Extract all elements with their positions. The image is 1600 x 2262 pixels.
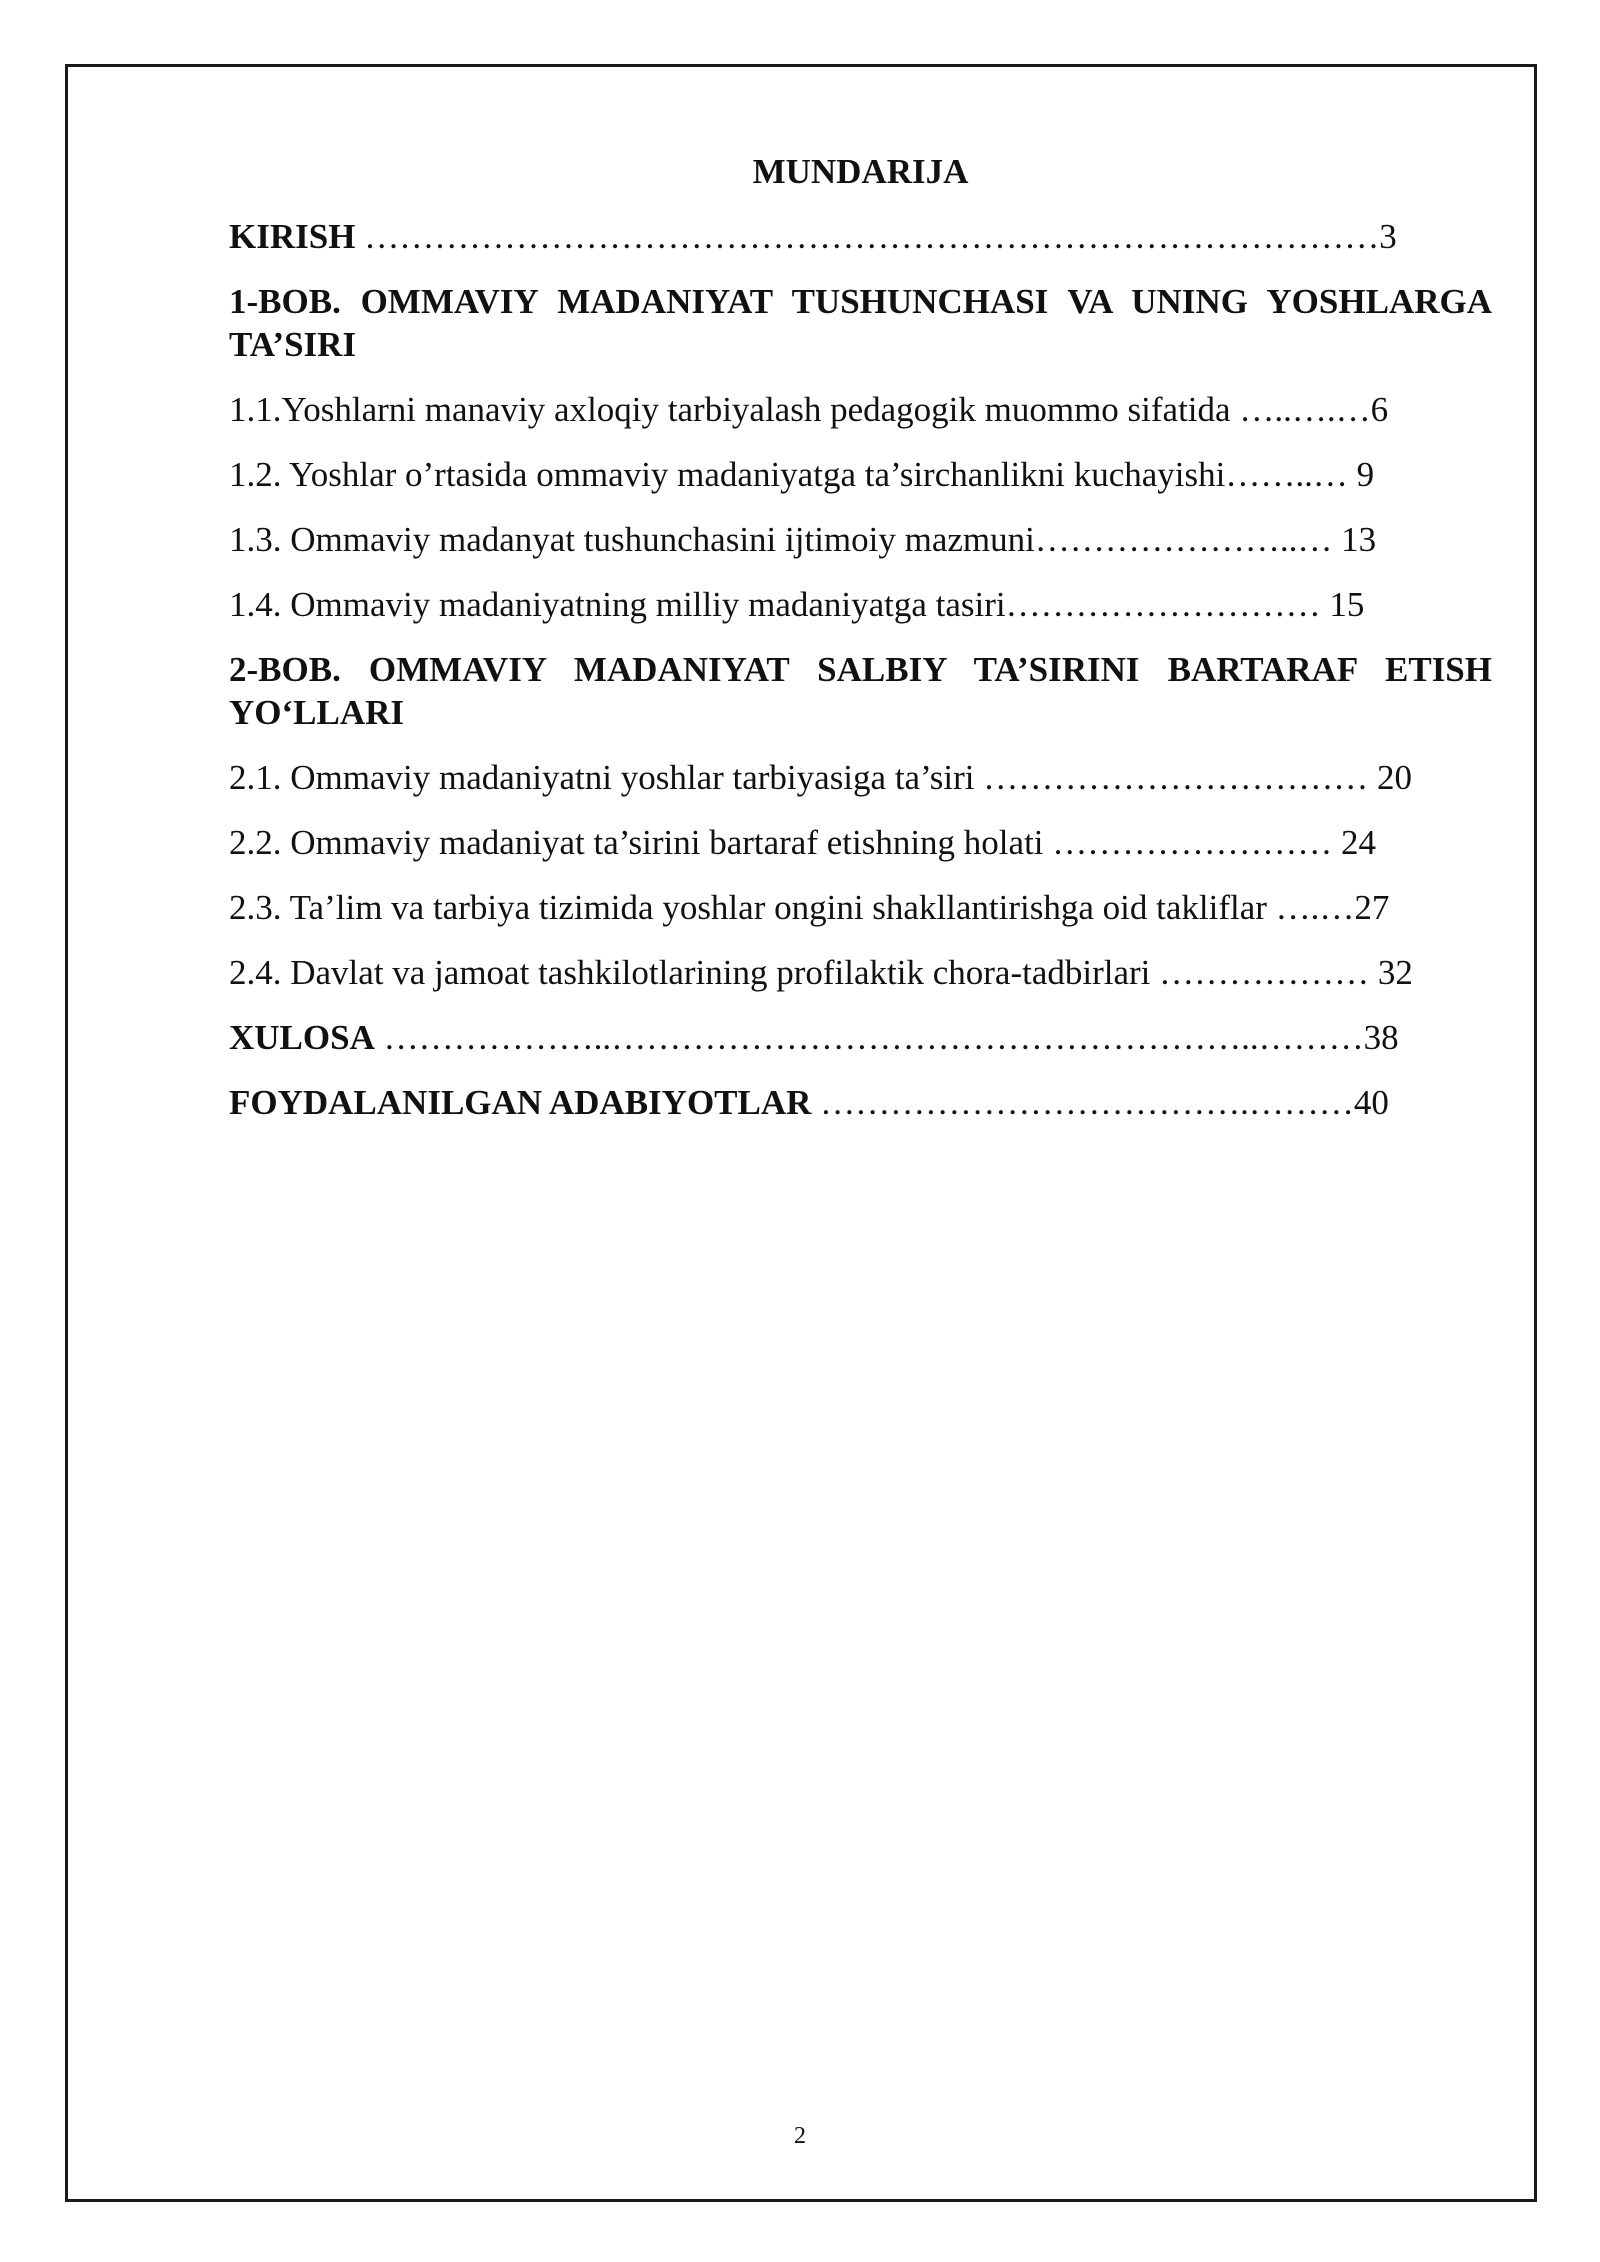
leader-dots: ………………………: [1005, 585, 1330, 624]
leader-dots: …………………..…: [1034, 520, 1342, 559]
leader-dots: ……………………………………………………………………………: [355, 217, 1380, 256]
toc-page-number: 6: [1370, 390, 1389, 429]
toc-entry-label: 1.3. Ommaviy madanyat tushunchasini ijtimoiy mazmuni: [229, 520, 1035, 559]
toc-entry-2-3[interactable]: [229, 886, 1492, 929]
toc-entry-label: 1.1.Yoshlarni manaviy axloqiy tarbiyalash pedagogik muommo sifatida: [229, 390, 1231, 429]
toc-title: MUNDARIJA: [752, 152, 969, 191]
toc-entry-1-2[interactable]: [229, 453, 1492, 496]
toc-entry-xulosa[interactable]: [229, 1016, 1492, 1059]
toc-page-number: 27: [1354, 888, 1390, 927]
toc-entry-2-2[interactable]: [229, 821, 1492, 864]
toc-entry-adabiyotlar[interactable]: [229, 1081, 1492, 1124]
toc-entry-label: KIRISH: [229, 217, 356, 256]
toc-entry-1-4[interactable]: [229, 583, 1492, 626]
leader-dots: ….…: [1266, 888, 1355, 927]
toc-entry-label: 2.2. Ommaviy madaniyat ta’sirini bartaraf etishning holati: [229, 823, 1044, 862]
toc-page-number: 3: [1379, 217, 1397, 256]
toc-entry-2-1[interactable]: [229, 756, 1492, 799]
toc-page-number: 24: [1341, 823, 1377, 862]
toc-entry-label: 2.1. Ommaviy madaniyatni yoshlar tarbiyasiga ta’siri: [229, 758, 975, 797]
toc-entry-label: 1.2. Yoshlar o’rtasida ommaviy madaniyatga ta’sirchanlikni kuchayishi: [229, 455, 1226, 494]
toc-chapter-2[interactable]: [229, 648, 1492, 734]
toc-page-number: 20: [1377, 758, 1413, 797]
toc-entry-label: XULOSA: [229, 1018, 375, 1057]
leader-dots: ……………………………: [974, 758, 1378, 797]
toc-page-number: 38: [1363, 1018, 1399, 1057]
toc-page-number: 13: [1341, 520, 1377, 559]
toc-entry-label: 1.4. Ommaviy madaniyatning milliy madaniyatga tasiri: [229, 585, 1006, 624]
leader-dots: ……………………: [1043, 823, 1342, 862]
toc-chapter-label: 1-BOB. OMMAVIY MADANIYAT TUSHUNCHASI VA UNING YOSHLARGA TA’SIRI: [229, 282, 1492, 364]
leader-dots: ………………..………………………………………………..………: [374, 1018, 1364, 1057]
toc-page-number: 9: [1356, 455, 1375, 494]
leader-dots: ……..…: [1225, 455, 1357, 494]
toc-page-number: 32: [1377, 953, 1413, 992]
toc-page-number: 15: [1329, 585, 1365, 624]
leader-dots: ………………: [1150, 953, 1378, 992]
toc-page-number: 40: [1353, 1083, 1389, 1122]
toc-entry-1-1[interactable]: [229, 388, 1492, 431]
toc-entry-kirish[interactable]: [229, 215, 1492, 258]
table-of-contents: [229, 150, 1492, 1146]
toc-entry-1-3[interactable]: [229, 518, 1492, 561]
toc-chapter-label: 2-BOB. OMMAVIY MADANIYAT SALBIY TA’SIRINI BARTARAF ETISH YO‘LLARI: [229, 650, 1492, 732]
toc-entry-label: FOYDALANILGAN ADABIYOTLAR: [229, 1083, 812, 1122]
toc-entry-2-4[interactable]: [229, 951, 1492, 994]
toc-entry-label: 2.4. Davlat va jamoat tashkilotlarining profilaktik chora-tadbirlari: [229, 953, 1151, 992]
leader-dots: …..….…: [1230, 390, 1371, 429]
leader-dots: ……………………………….………: [811, 1083, 1354, 1122]
toc-entry-label: 2.3. Ta’lim va tarbiya tizimida yoshlar ongini shakllantirishga oid takliflar: [229, 888, 1267, 927]
toc-chapter-1[interactable]: [229, 280, 1492, 366]
page-number: 2: [794, 2123, 806, 2149]
